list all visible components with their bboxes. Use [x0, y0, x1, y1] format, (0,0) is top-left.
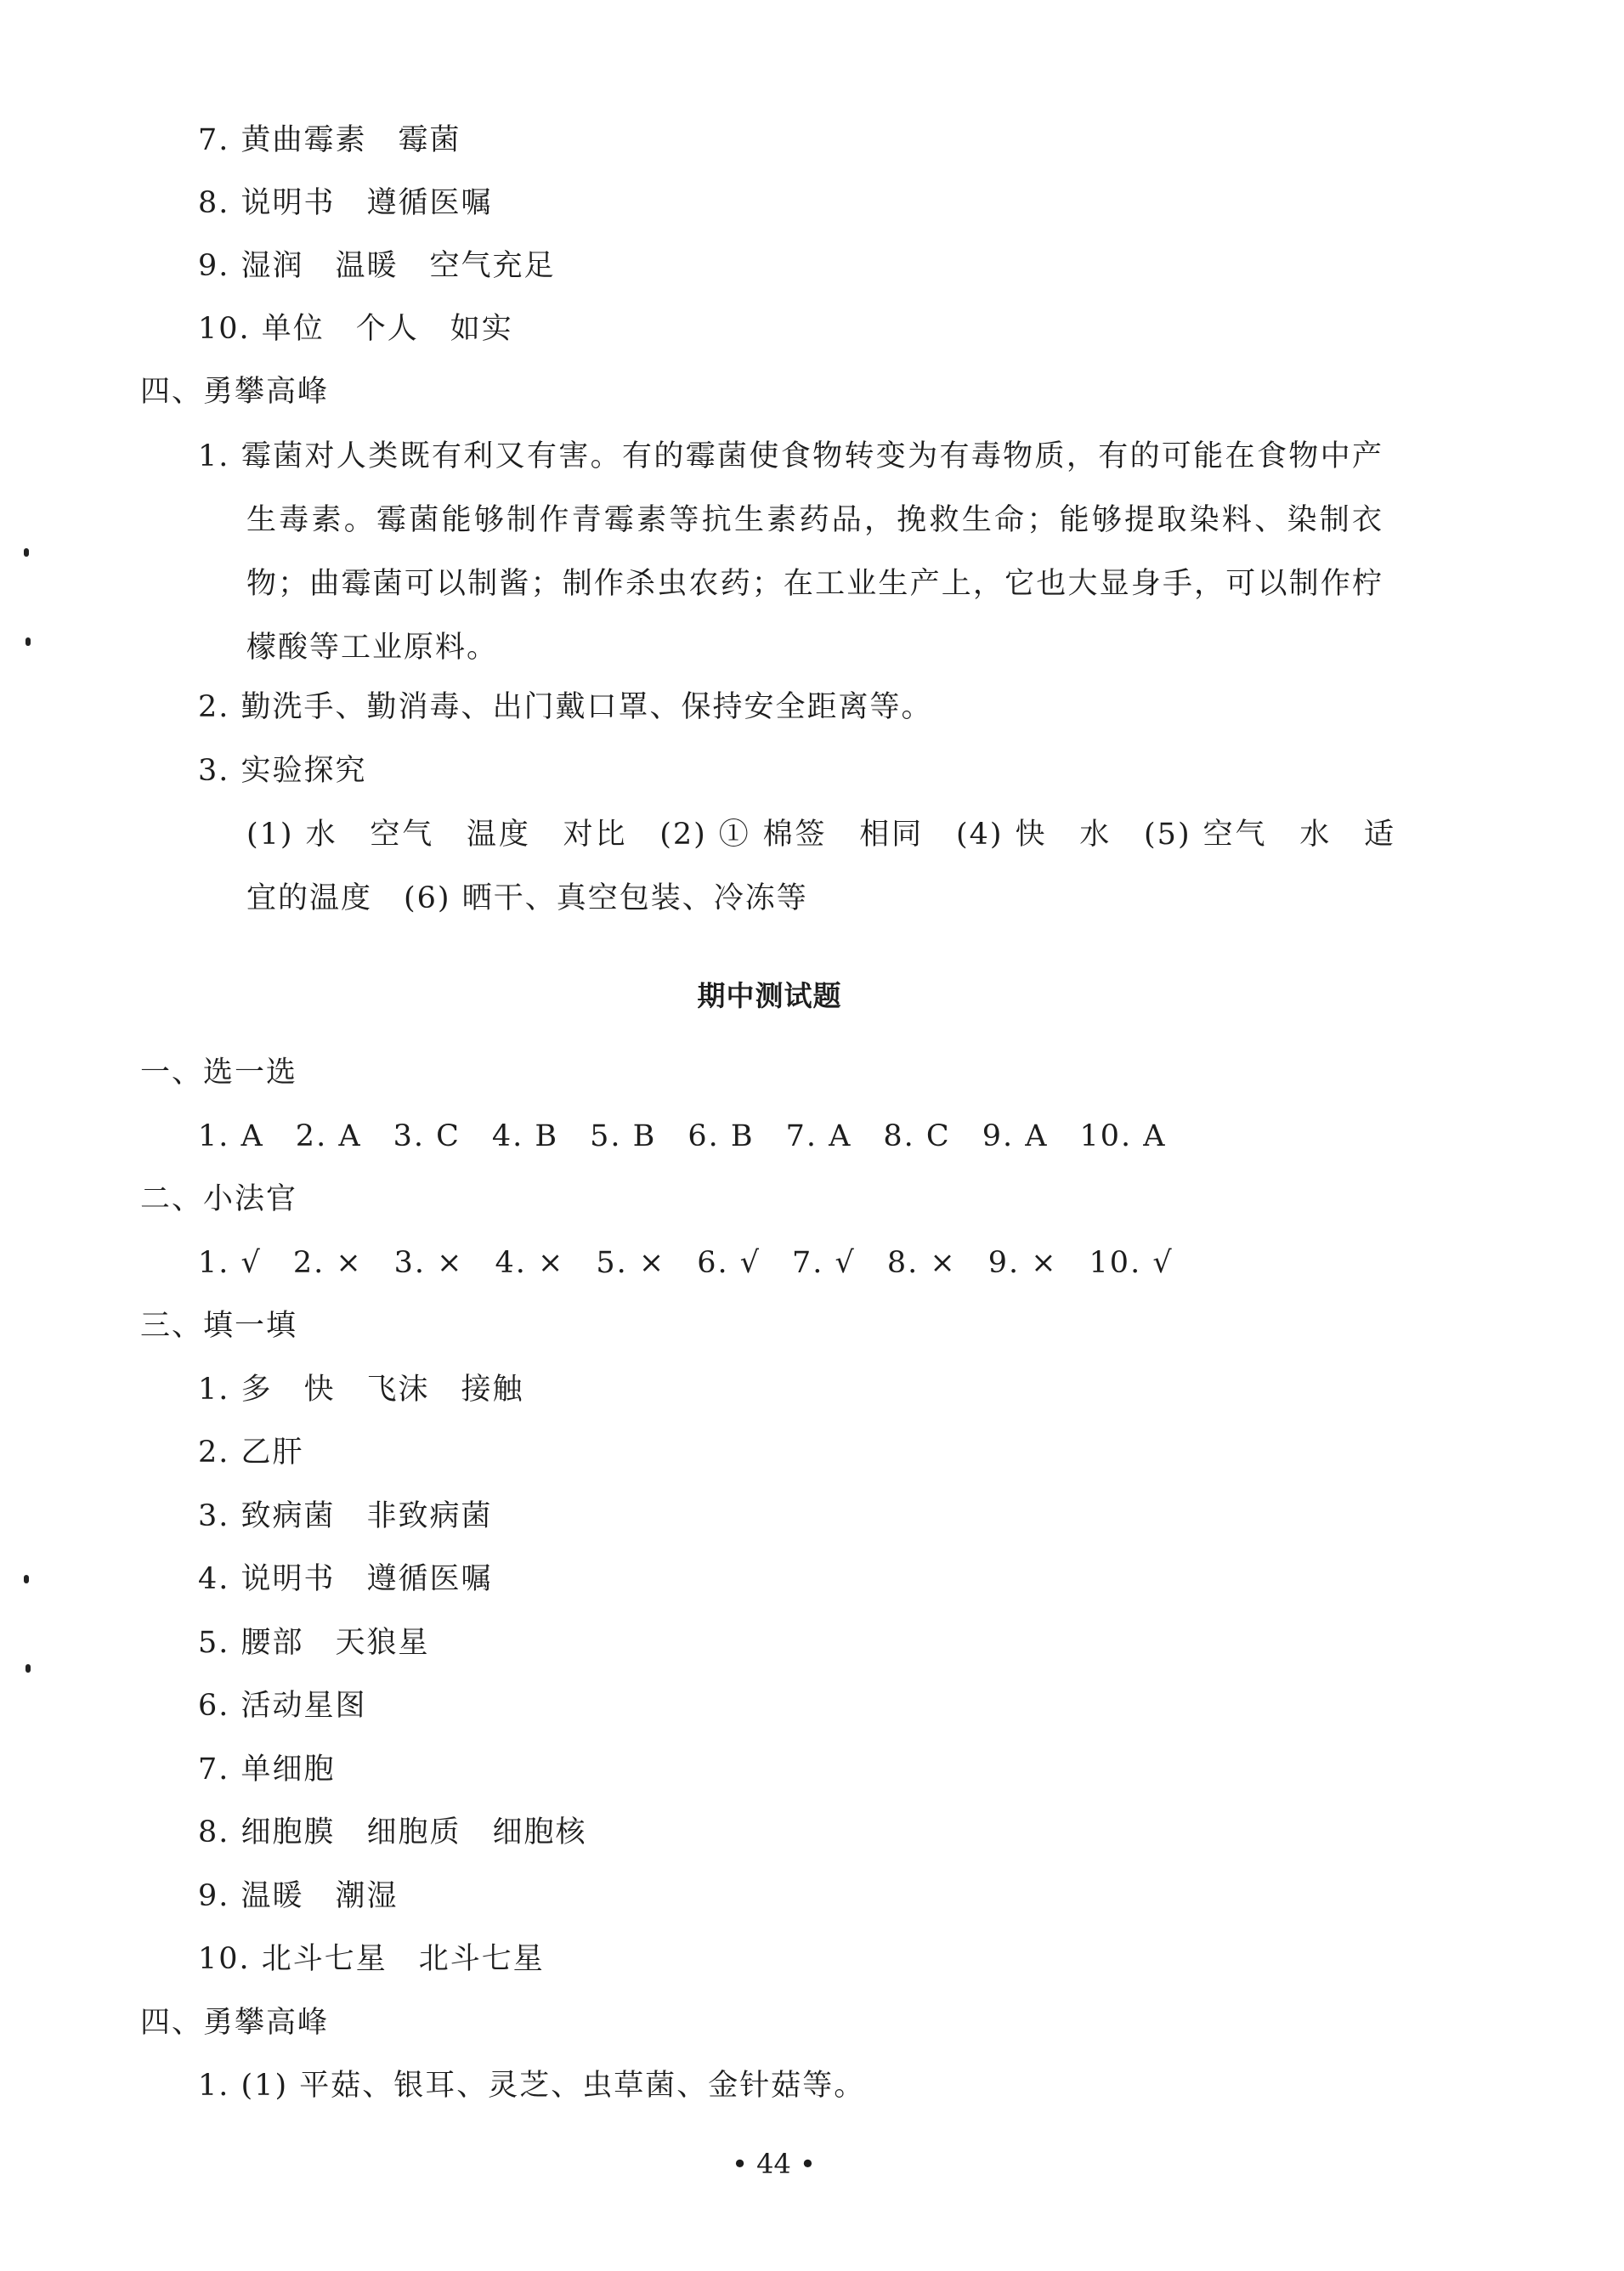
binding-mark [24, 548, 29, 557]
answer-line: 5. 腰部 天狼星 [198, 1626, 430, 1660]
answer-line: 1. 多 快 飞沫 接触 [198, 1373, 524, 1407]
answer-line: 1. √ 2. × 3. × 4. × 5. × 6. √ 7. √ 8. × 9. × 10. √ [198, 1246, 1174, 1280]
section-heading: 四、勇攀高峰 [140, 2006, 330, 2040]
answer-line: 3. 致病菌 非致病菌 [198, 1499, 493, 1533]
answer-line: 10. 单位 个人 如实 [198, 312, 513, 346]
section-heading: 二、小法官 [140, 1182, 298, 1216]
answer-line: 9. 湿润 温暖 空气充足 [198, 249, 556, 283]
answer-line: 6. 活动星图 [198, 1689, 367, 1723]
answer-line: 4. 说明书 遵循医嘱 [198, 1562, 493, 1596]
page-number: • 44 • [732, 2148, 816, 2180]
paragraph-text: 1. 霉菌对人类既有利又有害。有的霉菌使食物转变为有毒物质，有的可能在食物中产生毒素。霉菌能够制作青霉素等抗生素药品，挽救生命；能够提取染料、染制衣物；曲霉菌可以制酱；制作杀虫农药；在工业生产上，它也大显身手，可以制作柠檬酸等工业原料。 [198, 439, 1384, 665]
binding-mark [25, 1664, 31, 1673]
binding-mark [25, 637, 31, 646]
answer-line: 2. 勤洗手、勤消毒、出门戴口罩、保持安全距离等。 [198, 690, 933, 724]
answer-line: 2. 乙肝 [198, 1436, 304, 1470]
answer-line: 3. 实验探究 [198, 754, 367, 788]
answer-line: 1. (1) 平菇、银耳、灵芝、虫草菌、金针菇等。 [198, 2069, 866, 2103]
answer-line: 10. 北斗七星 北斗七星 [198, 1942, 545, 1976]
answer-line: 7. 黄曲霉素 霉菌 [198, 123, 461, 157]
section-heading: 一、选一选 [140, 1056, 298, 1090]
answer-paragraph [198, 425, 1384, 680]
binding-mark [24, 1575, 29, 1583]
answer-line: 7. 单细胞 [198, 1753, 336, 1787]
answer-line: 9. 温暖 潮湿 [198, 1879, 399, 1913]
answer-line: 8. 细胞膜 细胞质 细胞核 [198, 1815, 587, 1849]
page-title: 期中测试题 [697, 979, 842, 1012]
answer-line: 1. A 2. A 3. C 4. B 5. B 6. B 7. A 8. C 9. A 10. A [198, 1119, 1167, 1153]
section-heading: 三、填一填 [140, 1309, 298, 1343]
answer-paragraph: (1) 水 空气 温度 对比 (2) ① 棉签 相同 (4) 快 水 (5) 空气 水 适宜的温度 (6) 晒干、真空包装、冷冻等 [246, 818, 1395, 915]
answer-line: 8. 说明书 遵循医嘱 [198, 186, 493, 220]
section-heading: 四、勇攀高峰 [140, 375, 330, 409]
